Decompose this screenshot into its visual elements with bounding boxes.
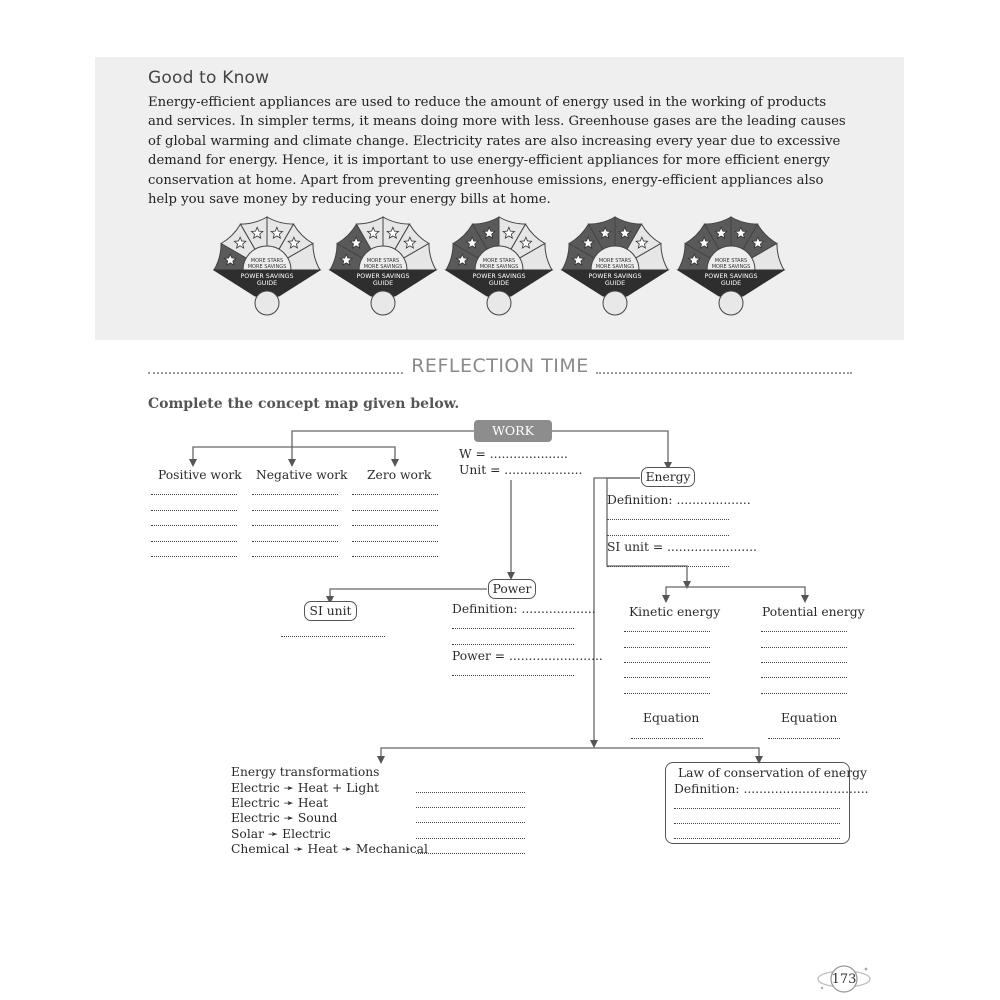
kinetic-energy-label: Kinetic energy xyxy=(629,605,721,619)
svg-text:MORE STARS: MORE STARS xyxy=(250,258,284,264)
svg-text:GUIDE: GUIDE xyxy=(720,280,742,287)
page-number: 173 xyxy=(831,972,857,987)
blank-line xyxy=(352,556,438,557)
blank-line xyxy=(352,510,438,511)
blank-line xyxy=(416,822,525,823)
svg-text:MORE SAVINGS: MORE SAVINGS xyxy=(363,264,403,270)
text-line: of global warming and climate change. Electricity rates are also increasing every year due to excessive xyxy=(148,133,841,149)
blank-line xyxy=(624,693,710,694)
blank-line xyxy=(761,631,847,632)
blank-line xyxy=(252,494,338,495)
section-title: REFLECTION TIME xyxy=(411,355,589,377)
svg-text:MORE SAVINGS: MORE SAVINGS xyxy=(595,264,635,270)
blank-line xyxy=(252,541,338,542)
text-line: and services. In simpler terms, it means doing more with less. Greenhouse gases are the leading causes xyxy=(148,114,846,130)
blank-line xyxy=(607,519,729,520)
blank-line xyxy=(631,738,703,739)
blank-line xyxy=(768,738,840,739)
blank-line xyxy=(452,644,574,645)
transformation-item: Electric ➛ Heat xyxy=(231,796,329,810)
blank-line xyxy=(151,556,237,557)
blank-line xyxy=(352,541,438,542)
svg-text:POWER SAVINGS: POWER SAVINGS xyxy=(240,273,294,280)
connector-transformations xyxy=(381,748,594,760)
instruction-text: Complete the concept map given below. xyxy=(148,396,460,412)
law-title: Law of conservation of energy xyxy=(678,766,867,780)
law-definition: Definition: ................................ xyxy=(674,782,869,796)
blank-line xyxy=(151,541,237,542)
transformation-item: Chemical ➛ Heat ➛ Mechanical xyxy=(231,842,428,856)
svg-text:POWER SAVINGS: POWER SAVINGS xyxy=(588,273,642,280)
zero-work-label: Zero work xyxy=(367,468,432,482)
work-node: WORK xyxy=(474,420,552,442)
svg-text:POWER SAVINGS: POWER SAVINGS xyxy=(356,273,410,280)
potential-energy-label: Potential energy xyxy=(762,605,865,619)
good-to-know-title: Good to Know xyxy=(148,68,270,88)
blank-line xyxy=(252,510,338,511)
transformation-item: Electric ➛ Heat + Light xyxy=(231,781,380,795)
energy-definition: Definition: ................... xyxy=(607,493,751,507)
svg-text:MORE STARS: MORE STARS xyxy=(366,258,400,264)
blank-line xyxy=(416,807,525,808)
power-equation: Power = ........................ xyxy=(452,649,603,663)
energy-node: Energy xyxy=(641,467,695,487)
connector-potential xyxy=(687,587,805,599)
connector-work-energy xyxy=(552,431,668,466)
energy-si-unit: SI unit = ....................... xyxy=(607,540,757,554)
blank-line xyxy=(252,556,338,557)
power-definition: Definition: ................... xyxy=(452,602,596,616)
blank-line xyxy=(761,677,847,678)
svg-text:GUIDE: GUIDE xyxy=(488,280,510,287)
svg-text:GUIDE: GUIDE xyxy=(604,280,626,287)
blank-line xyxy=(607,535,729,536)
blank-line xyxy=(624,647,710,648)
svg-text:GUIDE: GUIDE xyxy=(372,280,394,287)
work-unit: Unit = .................... xyxy=(459,463,583,477)
si-unit-node: SI unit xyxy=(304,601,357,621)
blank-line xyxy=(674,808,840,809)
blank-line xyxy=(416,853,525,854)
blank-line xyxy=(452,675,574,676)
transformation-item: Electric ➛ Sound xyxy=(231,811,338,825)
svg-text:POWER SAVINGS: POWER SAVINGS xyxy=(472,273,526,280)
blank-line xyxy=(416,792,525,793)
negative-work-label: Negative work xyxy=(256,468,348,482)
blank-line xyxy=(151,494,237,495)
potential-equation-label: Equation xyxy=(781,711,838,725)
svg-text:MORE SAVINGS: MORE SAVINGS xyxy=(479,264,519,270)
blank-line xyxy=(607,566,729,567)
power-node: Power xyxy=(488,579,536,599)
blank-line xyxy=(281,636,385,637)
text-line: Energy-efficient appliances are used to reduce the amount of energy used in the working of products xyxy=(148,95,827,110)
blank-line xyxy=(151,525,237,526)
blank-line xyxy=(416,838,525,839)
svg-text:POWER SAVINGS: POWER SAVINGS xyxy=(704,273,758,280)
svg-text:MORE STARS: MORE STARS xyxy=(714,258,748,264)
text-line: conservation at home. Apart from preventing greenhouse emissions, energy-efficient appliances also xyxy=(148,172,824,188)
blank-line xyxy=(624,662,710,663)
svg-text:GUIDE: GUIDE xyxy=(256,280,278,287)
connector-positive xyxy=(193,447,292,463)
blank-line xyxy=(761,647,847,648)
blank-line xyxy=(624,677,710,678)
connector-power-si xyxy=(330,589,487,600)
text-line: help you save money by reducing your energy bills at home. xyxy=(148,192,551,208)
blank-line xyxy=(252,525,338,526)
svg-text:MORE SAVINGS: MORE SAVINGS xyxy=(711,264,751,270)
blank-line xyxy=(452,628,574,629)
blank-line xyxy=(674,823,840,824)
blank-line xyxy=(151,510,237,511)
connector-kinetic xyxy=(666,587,687,599)
blank-line xyxy=(761,693,847,694)
energy-transformations-title: Energy transformations xyxy=(231,765,380,779)
blank-line xyxy=(624,631,710,632)
blank-line xyxy=(352,525,438,526)
svg-text:MORE STARS: MORE STARS xyxy=(482,258,516,264)
blank-line xyxy=(674,838,840,839)
svg-text:MORE SAVINGS: MORE SAVINGS xyxy=(247,264,287,270)
transformation-item: Solar ➛ Electric xyxy=(231,827,331,841)
text-line: demand for energy. Hence, it is important to use energy-efficient appliances for more efficient energy xyxy=(148,153,830,169)
kinetic-equation-label: Equation xyxy=(643,711,700,725)
svg-text:MORE STARS: MORE STARS xyxy=(598,258,632,264)
positive-work-label: Positive work xyxy=(158,468,242,482)
connector-law xyxy=(594,748,759,760)
blank-line xyxy=(352,494,438,495)
work-equation: W = .................... xyxy=(459,447,568,461)
connector-zero xyxy=(292,447,395,463)
blank-line xyxy=(761,662,847,663)
